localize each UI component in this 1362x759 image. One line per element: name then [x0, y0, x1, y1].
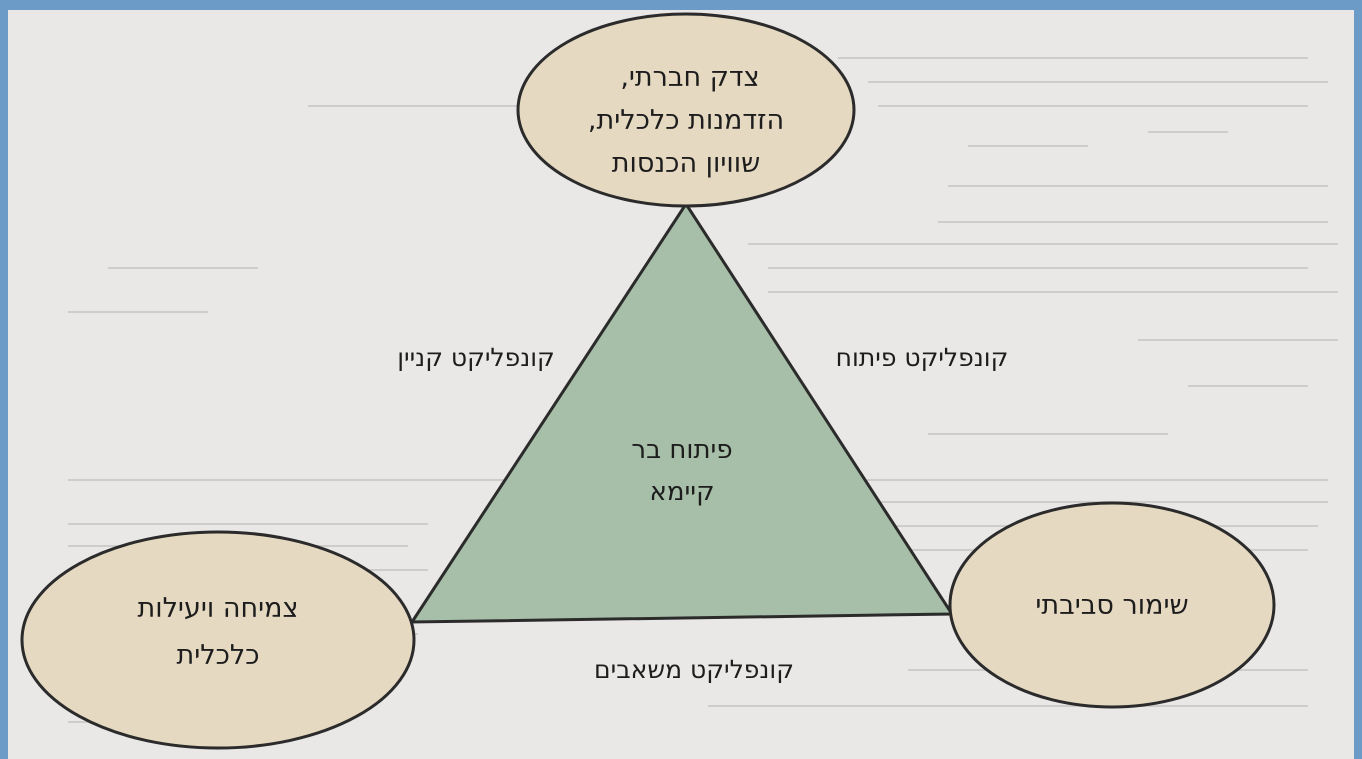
edge-label-resources-conflict: קונפליקט משאבים	[594, 655, 794, 684]
sustainability-triangle	[412, 204, 952, 622]
node-economic-growth-line-1: צמיחה ויעילות	[137, 593, 299, 624]
node-environmental-conservation	[950, 503, 1274, 707]
node-social-justice	[518, 14, 854, 206]
center-label-line-2: קיימא	[649, 477, 715, 507]
edge-label-property-conflict: קונפליקט קניין	[397, 343, 555, 372]
node-economic-growth	[22, 532, 414, 748]
edge-label-development-conflict: קונפליקט פיתוח	[835, 343, 1009, 372]
node-social-justice-line-2: הזדמנות כלכלית,	[587, 105, 785, 136]
node-social-justice-line-3: שוויון הכנסות	[611, 148, 761, 179]
node-environmental-conservation-line-1: שימור סביבתי	[1035, 590, 1189, 621]
center-label-line-1: פיתוח בר	[631, 435, 733, 465]
node-economic-growth-line-2: כלכלית	[176, 640, 260, 671]
node-social-justice-line-1: צדק חברתי,	[620, 62, 760, 93]
